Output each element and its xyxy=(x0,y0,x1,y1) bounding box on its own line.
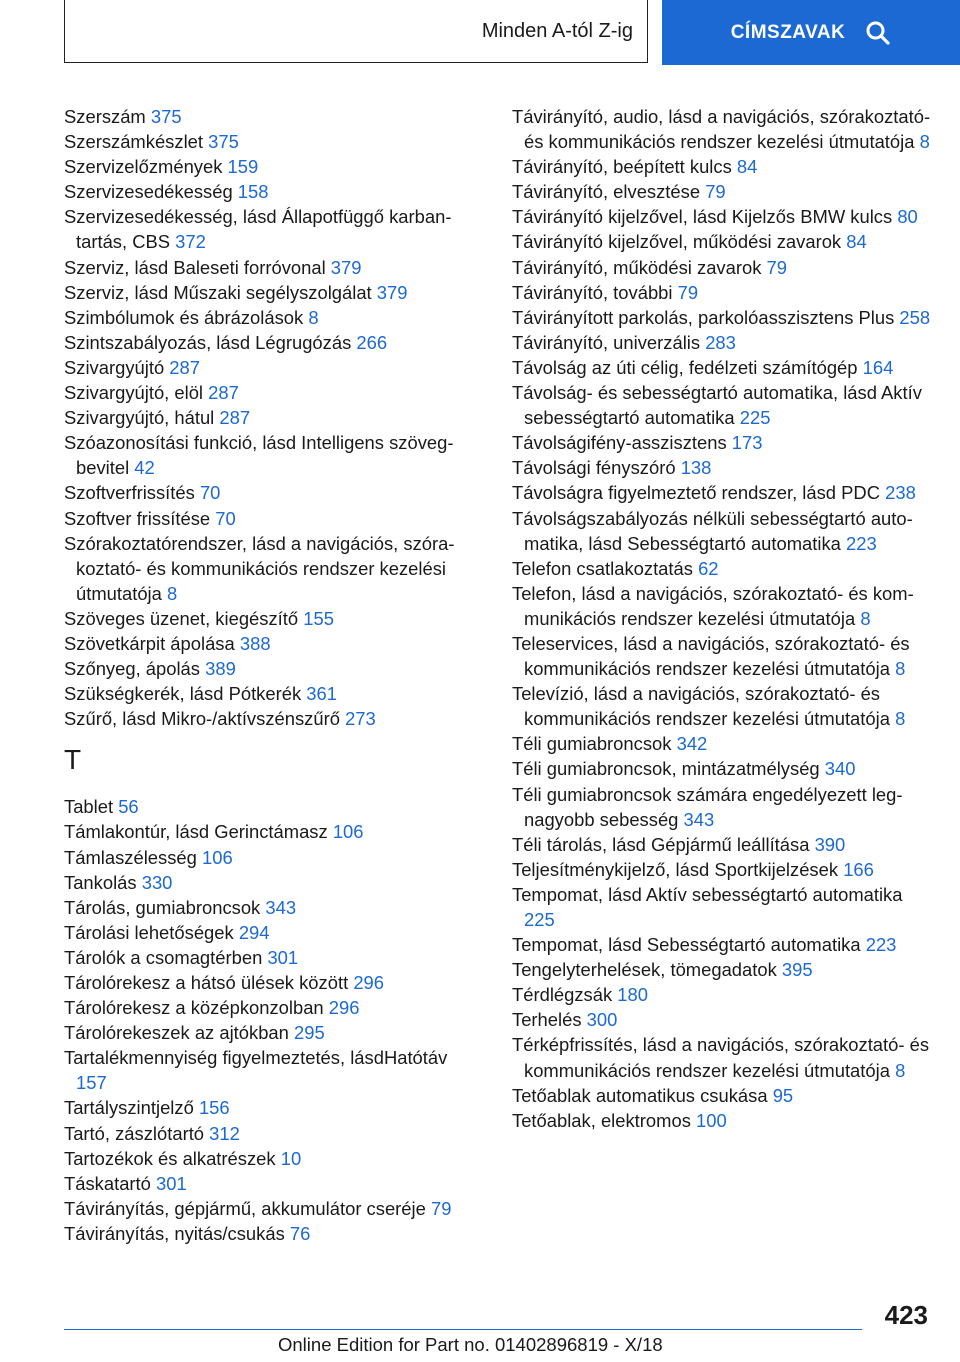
index-entry xyxy=(64,480,474,505)
index-entry xyxy=(64,430,474,480)
index-entry xyxy=(512,581,932,631)
index-page-link[interactable]: 223 xyxy=(846,532,877,554)
index-page-link[interactable]: 296 xyxy=(353,972,384,993)
index-entry xyxy=(64,895,474,920)
index-page-link[interactable]: 79 xyxy=(430,1197,452,1219)
index-entry-text: Térdlégzsák xyxy=(512,984,613,1006)
index-entry-text: Támlakontúr, lásd Gerinctámasz xyxy=(64,821,328,843)
index-entry-text: Téli gumiabroncsok számára engedélyezett legnagyobb sebesség xyxy=(512,783,903,830)
index-page-link[interactable]: 10 xyxy=(280,1147,302,1169)
index-page-link[interactable]: 301 xyxy=(267,946,299,968)
index-entry xyxy=(64,531,474,606)
index-page-link[interactable]: 395 xyxy=(781,959,813,981)
index-entry-text: Szervizesedékesség, lásd Állapotfüggő karbantartás, CBS xyxy=(64,206,452,253)
index-entry xyxy=(64,606,474,631)
index-entry xyxy=(512,280,932,305)
index-page-link[interactable]: 76 xyxy=(289,1222,311,1244)
index-group-t-continued xyxy=(512,104,932,1133)
index-page-link[interactable]: 301 xyxy=(156,1172,187,1194)
index-page-link[interactable]: 342 xyxy=(676,733,708,755)
tab-a-to-z[interactable] xyxy=(64,0,648,63)
index-entry xyxy=(512,631,932,681)
index-entry-text: Távirányító, működési zavarok xyxy=(512,256,762,278)
index-entry-text: Szoftver frissítése xyxy=(64,507,211,529)
index-entry xyxy=(64,819,474,844)
index-page-link[interactable]: 372 xyxy=(175,231,206,253)
index-entry-text: Szivargyújtó, hátul xyxy=(64,407,215,429)
index-entry-text: Szivargyújtó xyxy=(64,356,165,378)
index-entry-text: Távirányítás, gépjármű, akkumulátor cseréje xyxy=(64,1197,426,1219)
index-entry xyxy=(512,556,932,581)
index-entry xyxy=(64,1196,474,1221)
index-entry-text: Teleservices, lásd a navigációs, szórakoztató- és kommunikációs rendszer kezelési útmutatója xyxy=(512,632,910,680)
index-entry xyxy=(64,970,474,995)
index-entry xyxy=(512,455,932,480)
index-page-link[interactable]: 8 xyxy=(860,607,871,629)
index-entry-text: Tetőablak automatikus csukása xyxy=(512,1084,768,1106)
index-entry xyxy=(64,794,474,819)
index-entry-text: Telefon, lásd a navigációs, szórakoztató- és kommunikációs rendszer kezelési útmutatója xyxy=(512,582,914,629)
index-page-link[interactable]: 8 xyxy=(895,1059,906,1081)
index-entry-text: Távolságra figyelmeztető rendszer, lásd PDC xyxy=(512,482,880,504)
index-entry-text: Szövetkárpit ápolása xyxy=(64,632,235,654)
index-page-link[interactable]: 287 xyxy=(208,382,239,404)
index-entry xyxy=(512,380,932,430)
index-entry xyxy=(512,355,932,380)
index-entry-text: Táskatartó xyxy=(64,1172,151,1194)
index-page-link[interactable]: 62 xyxy=(698,557,719,579)
index-page-link[interactable]: 225 xyxy=(739,407,771,429)
index-page-link[interactable]: 273 xyxy=(345,708,376,730)
index-entry xyxy=(64,1020,474,1045)
index-entry xyxy=(512,782,932,832)
index-entry xyxy=(64,204,474,254)
index-entry xyxy=(512,179,932,204)
index-entry-text: Tárolók a csomagtérben xyxy=(64,946,263,968)
index-page-link[interactable]: 70 xyxy=(199,482,221,504)
index-entry xyxy=(64,1221,474,1246)
index-entry-text: Tartalékmennyiség figyelmeztetés, lásdHatótáv xyxy=(64,1047,448,1069)
index-entry xyxy=(64,506,474,531)
index-page-link[interactable]: 70 xyxy=(215,507,236,529)
index-entry-text: Szivargyújtó, elöl xyxy=(64,382,204,404)
index-page-link[interactable]: 375 xyxy=(150,106,182,127)
index-entry-text: Televízió, lásd a navigációs, szórakoztató- és kommunikációs rendszer kezelési útmutatója xyxy=(512,683,890,730)
index-entry-text: Szórakoztatórendszer, lásd a navigációs, szórakoztató- és kommunikációs rendszer kezelési útmutatója xyxy=(64,532,455,604)
index-entry-text: Telefon csatlakoztatás xyxy=(512,557,693,579)
index-entry xyxy=(64,154,474,179)
index-entry-text: Terhelés xyxy=(512,1009,582,1031)
index-entry-text: Szervizesedékesség xyxy=(64,181,233,203)
index-entry xyxy=(512,104,932,154)
index-entry xyxy=(64,255,474,280)
index-entry-text: Szóazonosítási funkció, lásd Intelligens szövegbevitel xyxy=(64,432,454,479)
index-entry xyxy=(512,982,932,1007)
index-column-right xyxy=(512,104,932,1133)
index-entry-text: Tartályszintjelző xyxy=(64,1097,194,1119)
index-entry-text: Téli tárolás, lásd Gépjármű leállítása xyxy=(512,833,810,855)
index-page-link[interactable]: 79 xyxy=(766,256,787,278)
index-page-link[interactable]: 330 xyxy=(141,871,173,893)
index-entry-text: Szerszámkészlet xyxy=(64,131,203,153)
index-page-link[interactable]: 238 xyxy=(885,482,916,504)
index-entry xyxy=(64,995,474,1020)
index-page-link[interactable]: 300 xyxy=(586,1009,618,1031)
index-entry-text: Távolsági fényszóró xyxy=(512,457,676,479)
index-entry-text: Tetőablak, elektromos xyxy=(512,1109,691,1131)
index-column-left xyxy=(64,104,474,1246)
search-icon[interactable] xyxy=(865,20,891,46)
index-entry xyxy=(64,1045,474,1095)
index-entry xyxy=(512,506,932,556)
header xyxy=(0,0,960,66)
index-entry xyxy=(64,305,474,330)
index-entry xyxy=(64,129,474,154)
index-page-link[interactable]: 42 xyxy=(134,457,155,479)
index-page-link[interactable]: 343 xyxy=(683,808,715,830)
index-entry xyxy=(64,104,474,129)
index-page-link[interactable]: 95 xyxy=(772,1084,794,1106)
index-page-link[interactable]: 106 xyxy=(332,821,364,843)
index-entry-text: Szükségkerék, lásd Pótkerék xyxy=(64,683,302,705)
index-entry xyxy=(64,380,474,405)
index-page-link[interactable]: 266 xyxy=(356,331,388,353)
index-entry-text: Távirányítás, nyitás/csukás xyxy=(64,1222,285,1244)
index-page-link[interactable]: 287 xyxy=(169,356,200,378)
index-entry-text: Teljesítménykijelző, lásd Sportkijelzések xyxy=(512,858,839,880)
index-entry xyxy=(64,870,474,895)
index-entry-text: Tablet xyxy=(64,796,114,818)
index-entry xyxy=(64,631,474,656)
index-entry-text: Téli gumiabroncsok xyxy=(512,733,672,755)
index-entry-text: Tárolórekeszek az ajtókban xyxy=(64,1022,289,1044)
index-group-sz xyxy=(64,104,474,731)
index-entry xyxy=(512,255,932,280)
index-entry-text: Távirányító, univerzális xyxy=(512,331,701,353)
index-entry-text: Szervizelőzmények xyxy=(64,156,223,178)
index-entry-text: Távirányító kijelzővel, lásd Kijelzős BMW kulcs xyxy=(512,206,893,228)
index-entry xyxy=(512,330,932,355)
tab-keywords[interactable] xyxy=(662,0,960,65)
index-entry xyxy=(64,706,474,731)
index-entry xyxy=(512,882,932,932)
index-entry-text: Szerviz, lásd Baleseti forróvonal xyxy=(64,256,326,278)
footer-text: Online Edition for Part no. 01402896819 - X/18 xyxy=(278,1334,663,1355)
index-entry xyxy=(64,179,474,204)
index-page-link[interactable]: 156 xyxy=(198,1097,230,1119)
index-entry-text: Szőnyeg, ápolás xyxy=(64,658,200,680)
index-entry-text: Távirányított parkolás, parkolóasszisztens Plus xyxy=(512,306,895,328)
index-entry-text: Távirányító, audio, lásd a navigációs, szórakoztató- és kommunikációs rendszer kezelési útmutatója xyxy=(512,106,931,153)
index-entry-text: Távolságszabályozás nélküli sebességtartó automatika, lásd Sebességtartó automatika xyxy=(512,507,913,554)
page-number: 423 xyxy=(884,1300,928,1330)
index-entry xyxy=(512,756,932,781)
index-page-link[interactable]: 8 xyxy=(919,131,930,153)
index-entry-text: Tempomat, lásd Sebességtartó automatika xyxy=(512,934,861,956)
index-entry xyxy=(512,204,932,229)
index-page-link[interactable]: 294 xyxy=(238,921,270,943)
index-entry-text: Téli gumiabroncsok, mintázatmélység xyxy=(512,758,820,780)
index-entry-text: Távolságifény-asszisztens xyxy=(512,432,727,454)
index-entry-text: Szintszabályozás, lásd Légrugózás xyxy=(64,331,352,353)
section-letter: T xyxy=(64,744,82,776)
index-page-link[interactable]: 56 xyxy=(118,796,139,818)
index-entry-text: Térképfrissítés, lásd a navigációs, szórakoztató- és kommunikációs rendszer kezelési útmutatója xyxy=(512,1034,930,1081)
index-entry xyxy=(512,681,932,731)
index-page-link[interactable]: 84 xyxy=(846,231,867,253)
index-entry xyxy=(64,945,474,970)
index-page-link[interactable]: 379 xyxy=(330,256,362,278)
index-entry xyxy=(512,731,932,756)
index-entry xyxy=(64,845,474,870)
index-entry xyxy=(64,330,474,355)
index-page-link[interactable]: 180 xyxy=(617,984,648,1006)
index-entry xyxy=(512,832,932,857)
index-page-link[interactable]: 106 xyxy=(202,846,233,868)
index-page-link[interactable]: 8 xyxy=(308,306,319,328)
index-entry-text: Tárolás, gumiabroncsok xyxy=(64,896,261,918)
index-entry xyxy=(64,355,474,380)
index-page-link[interactable]: 312 xyxy=(209,1122,240,1144)
index-page-link[interactable]: 8 xyxy=(895,708,906,730)
index-entry xyxy=(64,1171,474,1196)
index-entry xyxy=(64,280,474,305)
index-entry xyxy=(512,480,932,505)
index-entry-text: Tartó, zászlótartó xyxy=(64,1122,205,1144)
index-entry-text: Szöveges üzenet, kiegészítő xyxy=(64,607,299,629)
index-page-link[interactable]: 79 xyxy=(705,181,726,203)
index-entry xyxy=(512,857,932,882)
index-entry-text: Szimbólumok és ábrázolások xyxy=(64,306,304,328)
index-entry-text: Távirányító, további xyxy=(512,281,673,303)
index-page-link[interactable]: 340 xyxy=(824,758,856,780)
index-page-link[interactable]: 159 xyxy=(227,156,259,178)
index-entry xyxy=(512,154,932,179)
index-entry-text: Szűrő, lásd Mikro-/aktívszénszűrő xyxy=(64,708,340,730)
index-entry xyxy=(64,1121,474,1146)
index-entry-text: Távirányító, elvesztése xyxy=(512,181,701,203)
index-group-t xyxy=(64,794,474,1246)
index-entry xyxy=(512,305,932,330)
index-entry-text: Távolság az úti célig, fedélzeti számítógép xyxy=(512,356,858,378)
index-entry xyxy=(64,920,474,945)
index-entry xyxy=(512,1083,932,1108)
index-entry-text: Tengelyterhelések, tömegadatok xyxy=(512,959,777,981)
index-page-link[interactable]: 225 xyxy=(524,909,555,930)
index-entry xyxy=(64,405,474,430)
index-entry-text: Támlaszélesség xyxy=(64,846,197,868)
index-entry xyxy=(512,229,932,254)
index-entry-text: Tempomat, lásd Aktív sebességtartó automatika xyxy=(512,883,903,905)
index-page-link[interactable]: 258 xyxy=(899,306,931,328)
index-page-link[interactable]: 84 xyxy=(736,156,758,178)
tab-keywords-label: CÍMSZAVAK xyxy=(730,21,846,43)
index-entry-text: Tankolás xyxy=(64,871,137,893)
index-entry xyxy=(64,1095,474,1120)
index-entry xyxy=(64,1146,474,1171)
index-page-link[interactable]: 8 xyxy=(895,658,906,680)
index-page-link[interactable]: 157 xyxy=(76,1072,107,1094)
index-page-link[interactable]: 100 xyxy=(696,1109,727,1131)
index-page-link[interactable]: 361 xyxy=(306,683,337,705)
index-entry xyxy=(64,656,474,681)
index-entry-text: Szerszám xyxy=(64,106,146,127)
footer-divider xyxy=(64,1329,862,1330)
index-entry xyxy=(512,932,932,957)
index-page-link[interactable]: 166 xyxy=(843,858,874,880)
index-entry xyxy=(512,1007,932,1032)
index-entry xyxy=(512,430,932,455)
index-entry-text: Távirányító, beépített kulcs xyxy=(512,156,732,178)
index-entry xyxy=(64,681,474,706)
index-entry-text: Tárolórekesz a középkonzolban xyxy=(64,997,324,1019)
index-page-link[interactable]: 379 xyxy=(376,281,408,303)
index-entry-text: Távolság- és sebességtartó automatika, lásd Aktív sebességtartó automatika xyxy=(512,382,922,429)
index-page-link[interactable]: 287 xyxy=(219,407,251,429)
index-page-link[interactable]: 80 xyxy=(897,206,918,228)
index-entry xyxy=(512,1032,932,1082)
index-page-link[interactable]: 8 xyxy=(167,582,178,604)
index-page-link[interactable]: 388 xyxy=(239,632,271,654)
index-entry-text: Távirányító kijelzővel, működési zavarok xyxy=(512,231,842,253)
index-entry-text: Szoftverfrissítés xyxy=(64,482,195,504)
index-entry-text: Tartozékok és alkatrészek xyxy=(64,1147,276,1169)
index-page-link[interactable]: 173 xyxy=(731,432,763,454)
index-page-link[interactable]: 155 xyxy=(303,607,334,629)
index-page-link[interactable]: 295 xyxy=(294,1022,325,1044)
tab-a-to-z-label: Minden A-tól Z-ig xyxy=(481,19,633,42)
index-page-link[interactable]: 390 xyxy=(814,833,846,855)
index-page-link[interactable]: 223 xyxy=(865,934,897,956)
index-page-link[interactable]: 375 xyxy=(208,131,239,153)
index-page-link[interactable]: 158 xyxy=(237,181,269,203)
index-entry-text: Tárolórekesz a hátsó ülések között xyxy=(64,972,349,993)
index-page-link[interactable]: 164 xyxy=(862,356,894,378)
index-page-link[interactable]: 389 xyxy=(205,658,236,680)
index-page-link[interactable]: 343 xyxy=(265,896,297,918)
index-page-link[interactable]: 79 xyxy=(677,281,699,303)
index-entry xyxy=(512,957,932,982)
index-page-link[interactable]: 283 xyxy=(705,331,736,353)
index-page-link[interactable]: 296 xyxy=(328,997,360,1019)
index-entry xyxy=(512,1108,932,1133)
index-entry-text: Tárolási lehetőségek xyxy=(64,921,234,943)
index-entry-text: Szerviz, lásd Műszaki segélyszolgálat xyxy=(64,281,372,303)
index-page-link[interactable]: 138 xyxy=(680,457,712,479)
